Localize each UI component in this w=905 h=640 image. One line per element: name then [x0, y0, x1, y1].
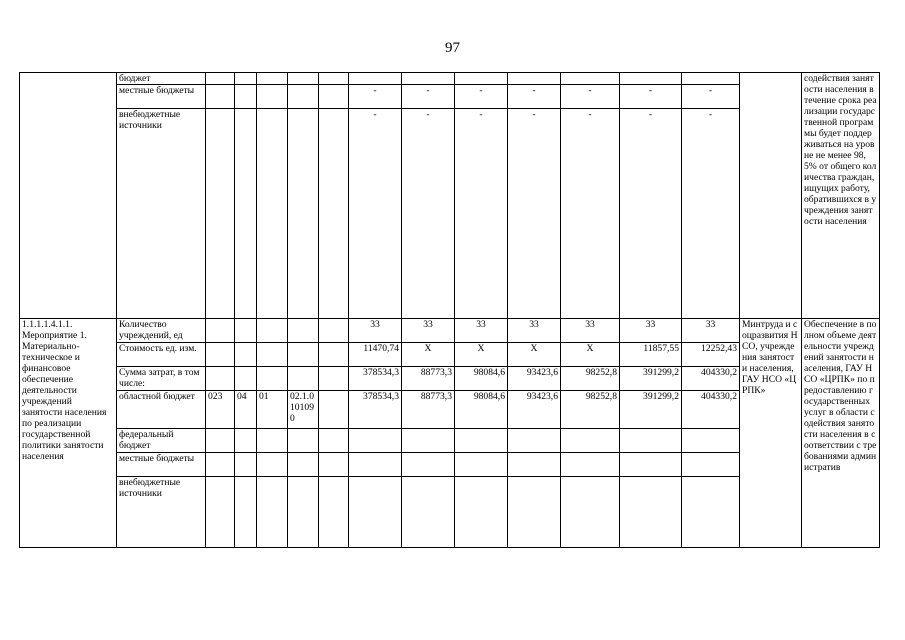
value-cell: [620, 73, 682, 85]
value-cell: 378534,3: [349, 391, 402, 429]
event-title-cell: 1.1.1.1.4.1.1. Мероприятие 1. Материально-техническое и финансовое обеспечение деятельности учреждений занятости населения по реализации государственной политики занятости населения: [20, 319, 117, 548]
code-cell: [257, 343, 288, 367]
value-cell: 98084,6: [455, 391, 508, 429]
value-cell: [455, 453, 508, 477]
code-cell: [288, 453, 319, 477]
code-cell: [235, 453, 257, 477]
value-cell: X: [561, 343, 620, 367]
result-cell: Обеспечение в полном объеме деятельности учреждений занятости населения, ГАУ НСО «ЦРПК» по предоставлению государственных услуг в области содействия занятости населения в соответствии с требованиями административ: [802, 319, 880, 548]
value-cell: [561, 429, 620, 453]
value-cell: 33: [455, 319, 508, 343]
value-cell: 12252,43: [682, 343, 740, 367]
row-label: бюджет: [117, 73, 206, 85]
value-cell: [349, 73, 402, 85]
value-cell: [620, 477, 682, 548]
table-row: [20, 319, 880, 343]
value-cell: -: [455, 109, 508, 319]
value-cell: X: [402, 343, 455, 367]
table-row: [20, 73, 880, 85]
value-cell: 33: [682, 319, 740, 343]
result-cell: содействия занятости населения в течение срока реализации государственной программы будет поддерживаться на уровне не менее 98,5% от общего количества граждан, ищущих работу, обратившихся в учреждения занятости населения: [802, 73, 880, 319]
value-cell: 33: [620, 319, 682, 343]
value-cell: 93423,6: [508, 367, 561, 391]
value-cell: 391299,2: [620, 367, 682, 391]
value-cell: 33: [561, 319, 620, 343]
value-cell: 404330,2: [682, 391, 740, 429]
value-cell: [561, 453, 620, 477]
row-label: Количество учреждений, ед: [117, 319, 206, 343]
code-cell: 023: [206, 391, 235, 429]
value-cell: [455, 477, 508, 548]
value-cell: [508, 73, 561, 85]
value-cell: [561, 477, 620, 548]
value-cell: [402, 453, 455, 477]
executor-cell: Минтруда и соцразвития НСО, учреждения занятости населения, ГАУ НСО «ЦРПК»: [740, 319, 802, 548]
value-cell: 33: [508, 319, 561, 343]
row-label: внебюджетные источники: [117, 477, 206, 548]
code-cell: [288, 477, 319, 548]
code-cell: [257, 319, 288, 343]
value-cell: [402, 73, 455, 85]
code-cell: 02.1.0101090: [288, 391, 319, 429]
value-cell: 88773,3: [402, 391, 455, 429]
code-cell: [235, 429, 257, 453]
code-cell: [206, 367, 235, 391]
code-cell: [206, 429, 235, 453]
row-label: Стоимость ед. изм.: [117, 343, 206, 367]
code-cell: [257, 477, 288, 548]
value-cell: -: [508, 109, 561, 319]
value-cell: [508, 429, 561, 453]
code-cell: [206, 343, 235, 367]
value-cell: [561, 73, 620, 85]
value-cell: [402, 477, 455, 548]
event-title-cell: [20, 73, 117, 319]
value-cell: [508, 453, 561, 477]
value-cell: [620, 429, 682, 453]
value-cell: -: [402, 109, 455, 319]
row-label: федеральный бюджет: [117, 429, 206, 453]
value-cell: [455, 429, 508, 453]
value-cell: 33: [402, 319, 455, 343]
row-label: внебюджетные источники: [117, 109, 206, 319]
value-cell: -: [620, 109, 682, 319]
value-cell: X: [508, 343, 561, 367]
executor-cell: [740, 73, 802, 319]
value-cell: -: [561, 109, 620, 319]
value-cell: 11857,55: [620, 343, 682, 367]
value-cell: [682, 453, 740, 477]
value-cell: [682, 477, 740, 548]
page-number: 97: [445, 40, 460, 56]
value-cell: [349, 453, 402, 477]
value-cell: -: [682, 85, 740, 109]
code-cell: [288, 319, 319, 343]
code-cell: [235, 343, 257, 367]
value-cell: [620, 453, 682, 477]
value-cell: -: [682, 109, 740, 319]
value-cell: [455, 73, 508, 85]
value-cell: -: [349, 85, 402, 109]
code-cell: [288, 343, 319, 367]
row-label: областной бюджет: [117, 391, 206, 429]
value-cell: -: [349, 109, 402, 319]
code-cell: 01: [257, 391, 288, 429]
row-label: местные бюджеты: [117, 85, 206, 109]
row-label: Сумма затрат, в том числе:: [117, 367, 206, 391]
code-cell: [288, 429, 319, 453]
value-cell: 378534,3: [349, 367, 402, 391]
code-cell: [206, 477, 235, 548]
value-cell: [402, 429, 455, 453]
value-cell: 88773,3: [402, 367, 455, 391]
value-cell: 93423,6: [508, 391, 561, 429]
code-cell: 04: [235, 391, 257, 429]
code-cell: [235, 367, 257, 391]
value-cell: -: [402, 85, 455, 109]
value-cell: -: [620, 85, 682, 109]
code-cell: [235, 477, 257, 548]
code-cell: [257, 429, 288, 453]
value-cell: [682, 429, 740, 453]
value-cell: 11470,74: [349, 343, 402, 367]
code-cell: [235, 319, 257, 343]
value-cell: 33: [349, 319, 402, 343]
value-cell: 404330,2: [682, 367, 740, 391]
code-cell: [206, 319, 235, 343]
value-cell: 98252,8: [561, 391, 620, 429]
row-label: местные бюджеты: [117, 453, 206, 477]
value-cell: 391299,2: [620, 391, 682, 429]
code-cell: [257, 367, 288, 391]
value-cell: [682, 73, 740, 85]
program-table: [19, 72, 880, 548]
value-cell: -: [508, 85, 561, 109]
value-cell: -: [561, 85, 620, 109]
value-cell: [508, 477, 561, 548]
code-cell: [288, 367, 319, 391]
value-cell: 98252,8: [561, 367, 620, 391]
value-cell: [349, 477, 402, 548]
value-cell: [349, 429, 402, 453]
value-cell: 98084,6: [455, 367, 508, 391]
value-cell: -: [455, 85, 508, 109]
code-cell: [206, 453, 235, 477]
value-cell: X: [455, 343, 508, 367]
code-cell: [257, 453, 288, 477]
